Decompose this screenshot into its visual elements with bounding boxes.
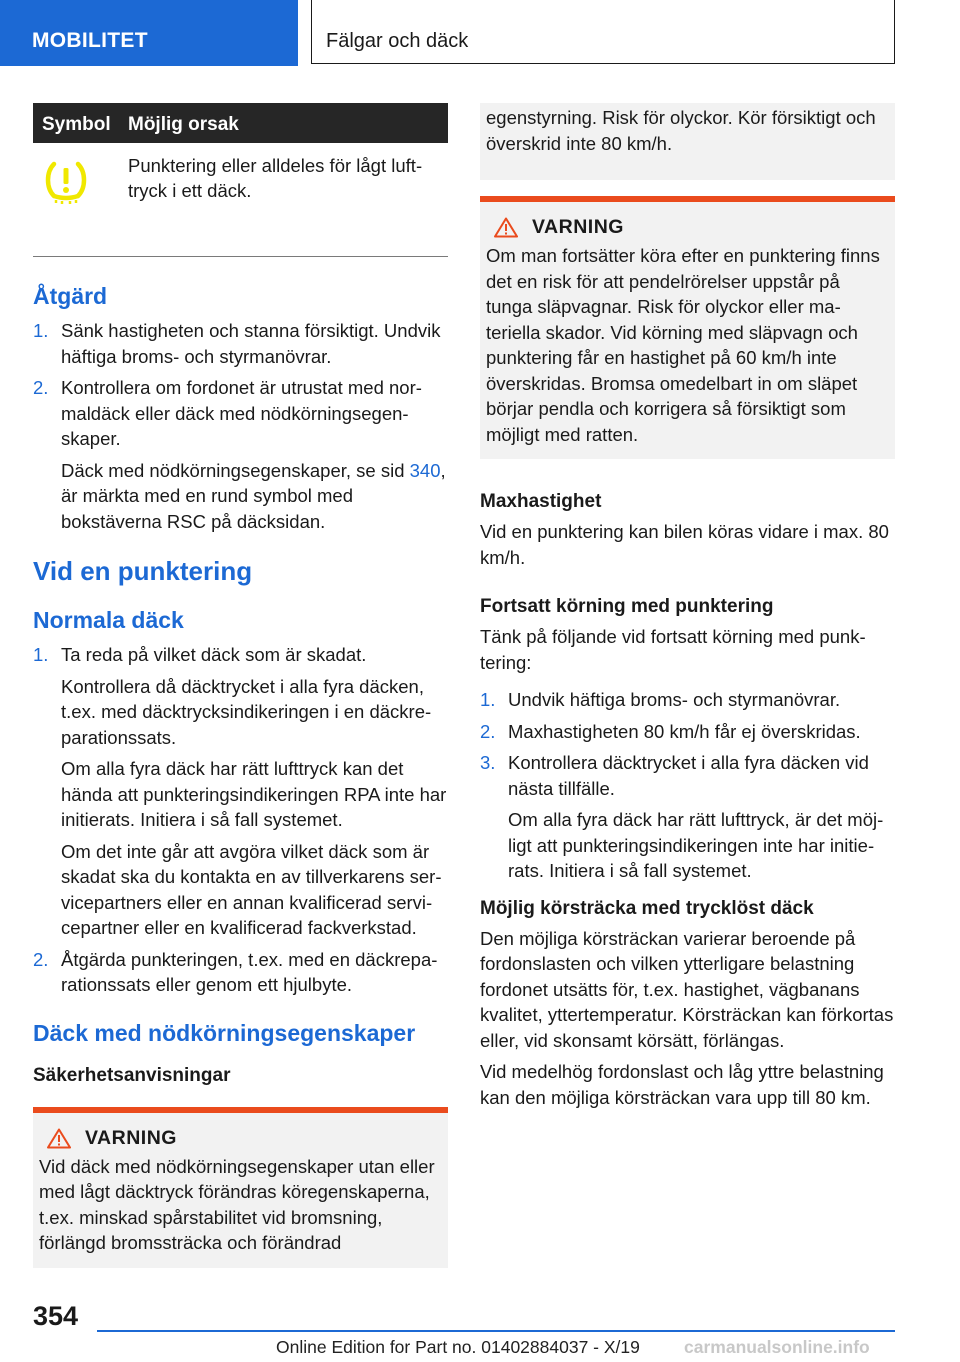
warning-triangle-icon bbox=[47, 1128, 71, 1149]
footer-divider bbox=[97, 1330, 895, 1332]
step-number: 2. bbox=[480, 720, 496, 742]
list-item bbox=[480, 687, 895, 713]
table-row bbox=[33, 143, 448, 257]
left-column bbox=[33, 103, 448, 1268]
step-text: Kontrollera däcktrycket i alla fyra däcken vid nästa tillfälle. bbox=[508, 752, 869, 799]
section-tab[interactable]: MOBILITET bbox=[0, 0, 298, 66]
step-text: Sänk hastigheten och stanna försiktigt. Undvik häftiga broms- och styrmanövrar. bbox=[61, 320, 441, 367]
step-text: Undvik häftiga broms- och styrmanövrar. bbox=[508, 689, 841, 710]
action-steps bbox=[33, 318, 448, 534]
range-heading: Möjlig körsträcka med trycklöst däck bbox=[480, 897, 814, 919]
step-number: 2. bbox=[33, 377, 49, 398]
table-cause-text: Punktering eller alldeles för lågt lufttryck i ett däck. bbox=[128, 155, 423, 201]
step-number: 1. bbox=[480, 689, 496, 710]
step-number: 2. bbox=[33, 948, 49, 970]
list-item bbox=[33, 947, 448, 998]
step-note: Om det inte går att avgöra vilket däck som är skadat ska du kontakta en av tillverkarens servicepartners eller en annan kvalificerad servicepartner eller en kvalificerad fackverkstad. bbox=[61, 840, 442, 938]
page-number: 354 bbox=[33, 1301, 79, 1331]
list-item bbox=[33, 642, 448, 941]
runflat-heading: Däck med nödkörningsegenskaper bbox=[33, 1019, 416, 1046]
normal-tires-steps bbox=[33, 642, 448, 998]
warning-box bbox=[480, 196, 895, 459]
warning-box bbox=[33, 1107, 448, 1268]
page-header bbox=[0, 0, 960, 66]
puncture-heading: Vid en punktering bbox=[33, 556, 253, 586]
step-number: 3. bbox=[480, 752, 496, 773]
chapter-title: Fälgar och däck bbox=[311, 0, 895, 64]
range-text: Vid medelhög fordonslast och låg yttre belastning kan den möjliga körsträckan vara upp till 80 km. bbox=[480, 1061, 884, 1108]
right-column bbox=[480, 103, 895, 1110]
step-note: Däck med nödkörningsegenskaper, se sid 340, är märkta med en rund symbol med bokstäverna RSC på däcksidan. bbox=[61, 459, 446, 532]
edition-text: Online Edition for Part no. 01402884037 - X/19 bbox=[276, 1337, 640, 1357]
warning-title: VARNING bbox=[85, 1126, 177, 1149]
step-number: 1. bbox=[33, 644, 49, 665]
watermark-brand: carmanualsonline.info bbox=[684, 1337, 870, 1357]
range-text: Den möjliga körsträckan varierar beroende på fordonslasten och vilken ytterligare belastning fordonet utsätts för, t.ex. hastighet, vägbanans kvalitet, yttertemperatur. Körsträckan kan förkortas eller, vid skonsamt körsätt, förlängas. bbox=[480, 927, 894, 1051]
page-reference-link[interactable]: 340 bbox=[409, 459, 441, 481]
step-text: Åtgärda punkteringen, t.ex. med en däckreparationssats eller genom ett hjulbyte. bbox=[61, 948, 438, 995]
step-note: Kontrollera då däcktrycket i alla fyra däcken, t.ex. med däcktrycksindikeringen i en däckreparationssats. bbox=[61, 675, 432, 748]
warning-continued-text: egenstyrning. Risk för olyckor. Kör försiktigt och överskrid inte 80 km/h. bbox=[486, 107, 876, 154]
step-note: Om alla fyra däck har rätt lufttryck kan det hända att punkteringsindikeringen RPA inte har initierats. Initiera i så fall systemet. bbox=[61, 758, 447, 830]
warning-text: Vid däck med nödkörningsegenskaper utan eller med lågt däcktryck förändras köregenskaperna, t.ex. minskad spårstabilitet vid bromsning, förlängd bromssträcka och förändrad bbox=[39, 1155, 435, 1253]
table-header bbox=[33, 103, 448, 143]
step-text: Maxhastigheten 80 km/h får ej överskridas. bbox=[508, 720, 861, 742]
table-header-symbol: Symbol bbox=[42, 114, 111, 135]
step-number: 1. bbox=[33, 320, 49, 341]
warning-continued-box bbox=[480, 103, 895, 180]
warning-triangle-icon bbox=[494, 217, 518, 238]
table-header-cause: Möjlig orsak bbox=[128, 114, 239, 135]
list-item bbox=[480, 719, 895, 745]
list-item bbox=[33, 318, 448, 369]
step-note: Om alla fyra däck har rätt lufttryck, är det möjligt att punkteringsindikeringen inte har initierats. Initiera i så fall systemet. bbox=[508, 809, 884, 881]
action-heading: Åtgärd bbox=[33, 283, 108, 309]
continue-driving-heading: Fortsatt körning med punktering bbox=[480, 596, 774, 617]
safety-heading: Säkerhetsanvisningar bbox=[33, 1064, 231, 1086]
continue-driving-text: Tänk på följande vid fortsatt körning med punktering: bbox=[480, 626, 866, 673]
normal-tires-heading: Normala däck bbox=[33, 607, 184, 633]
list-item bbox=[33, 375, 448, 534]
continue-driving-steps bbox=[480, 687, 895, 884]
list-item bbox=[480, 750, 895, 884]
step-text: Ta reda på vilket däck som är skadat. bbox=[61, 644, 367, 665]
max-speed-text: Vid en punktering kan bilen köras vidare i max. 80 km/h. bbox=[480, 521, 889, 568]
warning-title: VARNING bbox=[532, 216, 624, 238]
warning-text: Om man fortsätter köra efter en punktering finns det en risk för att pendelrörelser uppstår på tunga släpvagnar. Risk för olyckor eller materiella skador. Vid körning med släpvagn och punktering får en hastighet på 60 km/h inte överskridas. Bromsa omedelbart in om släpet börjar pendla och korrigera så försiktigt som möjligt med ratten. bbox=[486, 245, 880, 445]
step-text: Kontrollera om fordonet är utrustat med normaldäck eller däck med nödkörningsegenskaper. bbox=[61, 377, 422, 449]
max-speed-heading: Maxhastighet bbox=[480, 491, 602, 512]
tire-pressure-warning-icon bbox=[42, 156, 90, 204]
